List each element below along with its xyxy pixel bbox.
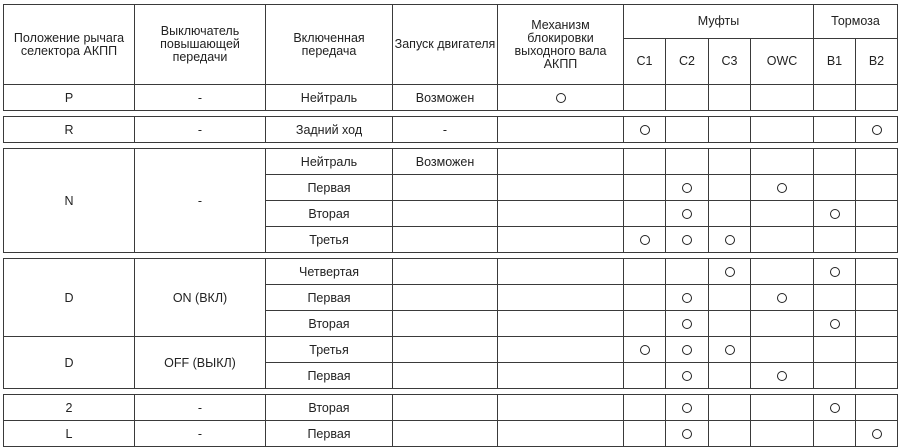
engaged-gear-cell: Третья <box>266 227 393 253</box>
engine-start-cell: - <box>393 117 498 143</box>
engaged-gear-cell: Вторая <box>266 311 393 337</box>
engaged-mark-icon <box>872 429 882 439</box>
engagement-cell-c2 <box>666 259 709 285</box>
clutch-col-c1: C1 <box>624 39 666 85</box>
engaged-mark-icon <box>725 345 735 355</box>
selector-position-cell: D <box>4 337 135 389</box>
header-row-1 <box>4 5 898 39</box>
engagement-cell-c3 <box>709 363 751 389</box>
engagement-cell-c2 <box>666 201 709 227</box>
engagement-cell-c1 <box>624 201 666 227</box>
engagement-cell-b2 <box>856 149 898 175</box>
engagement-cell-b1 <box>814 337 856 363</box>
engagement-cell-b1 <box>814 117 856 143</box>
table-row <box>4 337 898 363</box>
brakes-header: Тормоза <box>814 5 898 39</box>
engaged-mark-icon <box>682 429 692 439</box>
engagement-cell-b1 <box>814 175 856 201</box>
engaged-gear-cell: Четвертая <box>266 259 393 285</box>
selector-position-cell: L <box>4 421 135 447</box>
table-row <box>4 259 898 285</box>
output-lock-cell <box>498 311 624 337</box>
engaged-mark-icon <box>830 267 840 277</box>
engaged-mark-icon <box>682 183 692 193</box>
engaged-mark-icon <box>725 267 735 277</box>
engagement-cell-owc <box>751 117 814 143</box>
engaged-mark-icon <box>777 371 787 381</box>
selector-position-cell: D <box>4 259 135 337</box>
engagement-cell-c3 <box>709 285 751 311</box>
engaged-mark-icon <box>640 235 650 245</box>
engagement-cell-c2 <box>666 117 709 143</box>
brake-col-b2: B2 <box>856 39 898 85</box>
engagement-cell-b2 <box>856 85 898 111</box>
table-row <box>4 395 898 421</box>
engagement-cell-owc <box>751 149 814 175</box>
engagement-cell-c2 <box>666 311 709 337</box>
engagement-cell-owc <box>751 311 814 337</box>
engaged-mark-icon <box>682 345 692 355</box>
start-header: Запуск двигателя <box>393 5 498 85</box>
engine-start-cell <box>393 337 498 363</box>
overdrive-switch-cell: - <box>135 149 266 253</box>
engagement-cell-b1 <box>814 395 856 421</box>
overdrive-switch-cell: - <box>135 395 266 421</box>
engagement-cell-b1 <box>814 311 856 337</box>
engaged-mark-icon <box>830 319 840 329</box>
engagement-cell-c3 <box>709 149 751 175</box>
engagement-cell-b1 <box>814 201 856 227</box>
shift-table-container <box>3 4 898 447</box>
engagement-cell-c1 <box>624 149 666 175</box>
engaged-mark-icon <box>777 293 787 303</box>
engine-start-cell <box>393 311 498 337</box>
engagement-cell-owc <box>751 85 814 111</box>
output-lock-cell <box>498 363 624 389</box>
lock-header: Механизм блокировки выходного вала АКПП <box>498 5 624 85</box>
engagement-cell-b2 <box>856 259 898 285</box>
engagement-cell-b2 <box>856 311 898 337</box>
engagement-cell-c3 <box>709 337 751 363</box>
engaged-gear-cell: Вторая <box>266 201 393 227</box>
output-lock-cell <box>498 117 624 143</box>
engagement-cell-c1 <box>624 259 666 285</box>
engagement-cell-c2 <box>666 175 709 201</box>
engaged-gear-cell: Первая <box>266 363 393 389</box>
overdrive-switch-cell: - <box>135 85 266 111</box>
output-lock-cell <box>498 259 624 285</box>
engaged-mark-icon <box>830 209 840 219</box>
engagement-cell-c1 <box>624 117 666 143</box>
engagement-cell-b1 <box>814 285 856 311</box>
engaged-mark-icon <box>640 345 650 355</box>
engagement-cell-c2 <box>666 363 709 389</box>
clutch-col-c3: C3 <box>709 39 751 85</box>
engaged-mark-icon <box>682 235 692 245</box>
engaged-mark-icon <box>725 235 735 245</box>
output-lock-cell <box>498 285 624 311</box>
engagement-cell-owc <box>751 175 814 201</box>
engagement-cell-c3 <box>709 311 751 337</box>
engaged-gear-cell: Задний ход <box>266 117 393 143</box>
engagement-cell-b1 <box>814 227 856 253</box>
overdrive-switch-cell: - <box>135 117 266 143</box>
engagement-cell-c1 <box>624 175 666 201</box>
engine-start-cell <box>393 227 498 253</box>
engagement-cell-c3 <box>709 227 751 253</box>
selector-position-cell: 2 <box>4 395 135 421</box>
output-lock-cell <box>498 85 624 111</box>
engine-start-cell <box>393 201 498 227</box>
engaged-gear-cell: Первая <box>266 421 393 447</box>
selector-position-cell: R <box>4 117 135 143</box>
overdrive-switch-cell: - <box>135 421 266 447</box>
engagement-cell-b2 <box>856 337 898 363</box>
clutches-header: Муфты <box>624 5 814 39</box>
output-lock-cell <box>498 149 624 175</box>
engaged-gear-cell: Нейтраль <box>266 85 393 111</box>
engaged-gear-cell: Первая <box>266 285 393 311</box>
engagement-cell-b1 <box>814 259 856 285</box>
engagement-cell-owc <box>751 201 814 227</box>
engagement-cell-owc <box>751 363 814 389</box>
engagement-cell-c2 <box>666 285 709 311</box>
engagement-cell-c1 <box>624 85 666 111</box>
output-lock-cell <box>498 227 624 253</box>
selector-position-cell: N <box>4 149 135 253</box>
engagement-cell-b1 <box>814 85 856 111</box>
engagement-cell-c1 <box>624 363 666 389</box>
overdrive-header: Выключатель повышающей передачи <box>135 5 266 85</box>
engagement-cell-b2 <box>856 363 898 389</box>
engagement-cell-owc <box>751 227 814 253</box>
engaged-mark-icon <box>556 93 566 103</box>
output-lock-cell <box>498 175 624 201</box>
engagement-cell-b2 <box>856 117 898 143</box>
engagement-cell-b2 <box>856 201 898 227</box>
engaged-mark-icon <box>682 403 692 413</box>
overdrive-switch-cell: OFF (ВЫКЛ) <box>135 337 266 389</box>
engine-start-cell <box>393 363 498 389</box>
engaged-gear-cell: Вторая <box>266 395 393 421</box>
engaged-mark-icon <box>640 125 650 135</box>
clutch-col-owc: OWC <box>751 39 814 85</box>
engagement-cell-c1 <box>624 337 666 363</box>
engine-start-cell <box>393 175 498 201</box>
engagement-cell-b1 <box>814 363 856 389</box>
engaged-mark-icon <box>830 403 840 413</box>
engaged-mark-icon <box>682 293 692 303</box>
output-lock-cell <box>498 395 624 421</box>
engaged-gear-cell: Первая <box>266 175 393 201</box>
engagement-cell-owc <box>751 259 814 285</box>
engine-start-cell: Возможен <box>393 85 498 111</box>
table-row <box>4 149 898 175</box>
engagement-cell-c1 <box>624 311 666 337</box>
table-body <box>4 85 898 447</box>
engagement-cell-c2 <box>666 337 709 363</box>
engagement-cell-c1 <box>624 395 666 421</box>
gear-engagement-table <box>3 4 898 447</box>
engagement-cell-c3 <box>709 117 751 143</box>
engine-start-cell: Возможен <box>393 149 498 175</box>
overdrive-switch-cell: ON (ВКЛ) <box>135 259 266 337</box>
output-lock-cell <box>498 337 624 363</box>
selector-header: Положение рычага селектора АКПП <box>4 5 135 85</box>
engine-start-cell <box>393 285 498 311</box>
engagement-cell-owc <box>751 395 814 421</box>
engagement-cell-b1 <box>814 149 856 175</box>
engaged-gear-cell: Третья <box>266 337 393 363</box>
engaged-mark-icon <box>682 209 692 219</box>
engaged-mark-icon <box>872 125 882 135</box>
gear-header: Включенная передача <box>266 5 393 85</box>
brake-col-b1: B1 <box>814 39 856 85</box>
engagement-cell-c1 <box>624 227 666 253</box>
engaged-gear-cell: Нейтраль <box>266 149 393 175</box>
engagement-cell-c3 <box>709 259 751 285</box>
engagement-cell-c3 <box>709 201 751 227</box>
output-lock-cell <box>498 201 624 227</box>
engagement-cell-c2 <box>666 227 709 253</box>
engagement-cell-b2 <box>856 395 898 421</box>
engagement-cell-c2 <box>666 85 709 111</box>
engine-start-cell <box>393 395 498 421</box>
engagement-cell-c2 <box>666 395 709 421</box>
engaged-mark-icon <box>682 371 692 381</box>
engaged-mark-icon <box>682 319 692 329</box>
table-row <box>4 85 898 111</box>
table-row <box>4 117 898 143</box>
engaged-mark-icon <box>777 183 787 193</box>
engagement-cell-owc <box>751 285 814 311</box>
engine-start-cell <box>393 259 498 285</box>
engagement-cell-b2 <box>856 227 898 253</box>
engagement-cell-b2 <box>856 175 898 201</box>
engagement-cell-c1 <box>624 285 666 311</box>
selector-position-cell: P <box>4 85 135 111</box>
engagement-cell-owc <box>751 337 814 363</box>
engagement-cell-c3 <box>709 85 751 111</box>
engagement-cell-c3 <box>709 395 751 421</box>
engagement-cell-c3 <box>709 175 751 201</box>
clutch-col-c2: C2 <box>666 39 709 85</box>
engagement-cell-c2 <box>666 149 709 175</box>
engagement-cell-b2 <box>856 285 898 311</box>
